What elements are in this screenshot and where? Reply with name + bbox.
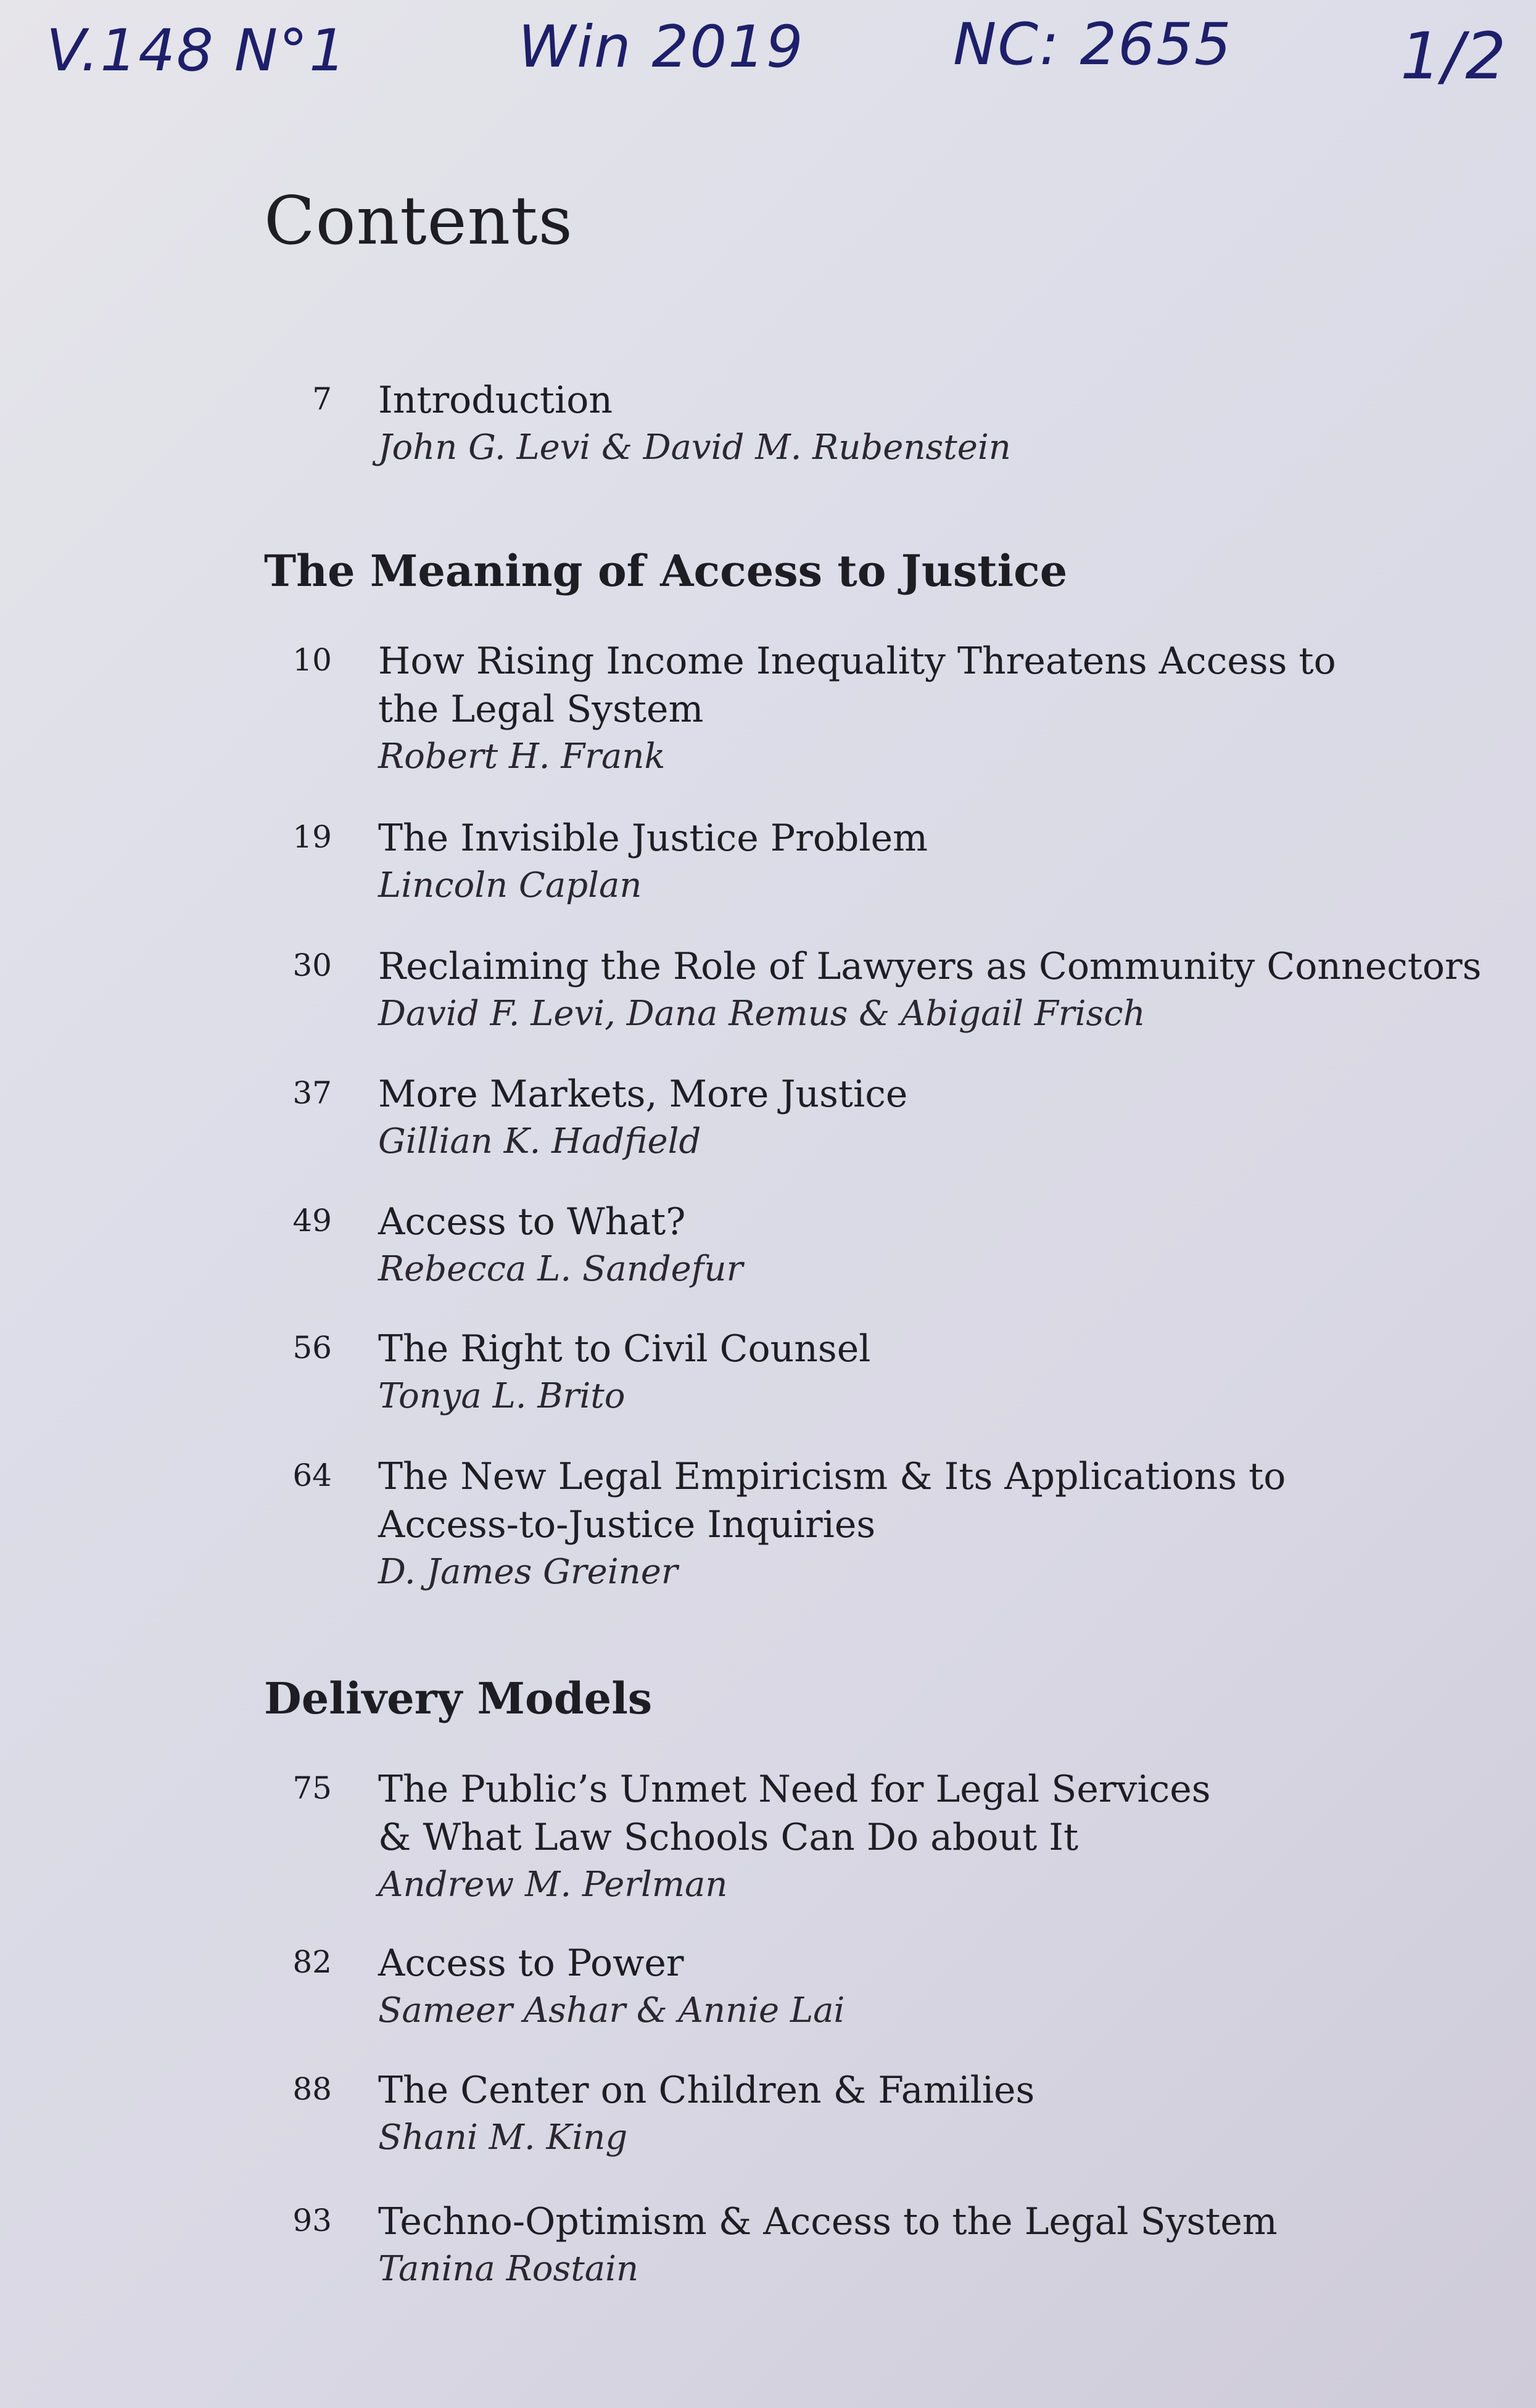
- entry-title: The Center on Children & Families: [378, 2069, 1035, 2112]
- entry-page-number: 82: [292, 1944, 332, 1980]
- handwritten-part-note: 1/2: [1400, 19, 1508, 94]
- entry-page-number: 19: [292, 819, 332, 855]
- entry-title: Techno-Optimism & Access to the Legal System: [378, 2200, 1278, 2243]
- handwritten-call-number-note: NC: 2655: [953, 11, 1233, 78]
- entry-author: Shani M. King: [378, 2117, 628, 2158]
- entry-body: [378, 1070, 1476, 1165]
- entry-page-number: 64: [292, 1458, 332, 1493]
- entry-title: Reclaiming the Role of Lawyers as Community Connectors: [378, 945, 1482, 988]
- entry-body: [378, 942, 1482, 1037]
- entry-author: Tonya L. Brito: [378, 1376, 626, 1416]
- entry-title: The New Legal Empiricism & Its Applications to Access-to-Justice Inquiries: [378, 1455, 1286, 1546]
- entry-body: [378, 2066, 1476, 2161]
- entry-page-number: 75: [292, 1770, 332, 1806]
- entry-author: Andrew M. Perlman: [378, 1865, 728, 1905]
- entry-title: How Rising Income Inequality Threatens Access to the Legal System: [378, 640, 1336, 731]
- section-heading-delivery-models: Delivery Models: [264, 1673, 653, 1724]
- entry-author: Gillian K. Hadfield: [378, 1121, 701, 1161]
- entry-title: Introduction: [378, 379, 613, 422]
- entry-body: [378, 1765, 1476, 1908]
- section-heading-meaning-of-access: The Meaning of Access to Justice: [264, 545, 1068, 596]
- entry-page-number: 88: [292, 2071, 332, 2107]
- entry-page-number: 30: [292, 947, 332, 983]
- entry-title: More Markets, More Justice: [378, 1073, 908, 1116]
- entry-author: Robert H. Frank: [378, 736, 666, 777]
- entry-author: John G. Levi & David M. Rubenstein: [378, 427, 1011, 468]
- entry-body: [378, 814, 1476, 909]
- entry-body: [378, 1453, 1476, 1596]
- entry-title: The Public’s Unmet Need for Legal Services & What Law Schools Can Do about It: [378, 1768, 1211, 1859]
- entry-author: Rebecca L. Sandefur: [378, 1249, 743, 1289]
- entry-title: The Invisible Justice Problem: [378, 817, 928, 860]
- entry-body: [378, 637, 1476, 780]
- entry-author: D. James Greiner: [378, 1552, 678, 1592]
- entry-title: Access to What?: [378, 1200, 686, 1243]
- entry-page-number: 37: [292, 1075, 332, 1111]
- entry-author: Sameer Ashar & Annie Lai: [378, 1990, 845, 2031]
- entry-body: [378, 1325, 1476, 1420]
- handwritten-date-note: Win 2019: [518, 14, 804, 81]
- entry-page-number: 49: [292, 1203, 332, 1239]
- entry-page-number: 56: [292, 1330, 332, 1366]
- entry-body: [378, 376, 1476, 471]
- entry-author: Tanina Rostain: [378, 2249, 639, 2289]
- entry-page-number: 93: [292, 2203, 332, 2238]
- entry-author: David F. Levi, Dana Remus & Abigail Frisch: [378, 994, 1146, 1034]
- entry-body: [378, 2198, 1476, 2293]
- entry-author: Lincoln Caplan: [378, 865, 642, 905]
- entry-title: Access to Power: [378, 1942, 684, 1985]
- entry-page-number: 7: [312, 381, 332, 417]
- page-title: Contents: [264, 183, 573, 260]
- entry-page-number: 10: [292, 642, 332, 678]
- entry-body: [378, 1939, 1476, 2034]
- handwritten-volume-note: V.148 N°1: [46, 17, 347, 85]
- entry-body: [378, 1198, 1476, 1293]
- entry-title: The Right to Civil Counsel: [378, 1327, 871, 1371]
